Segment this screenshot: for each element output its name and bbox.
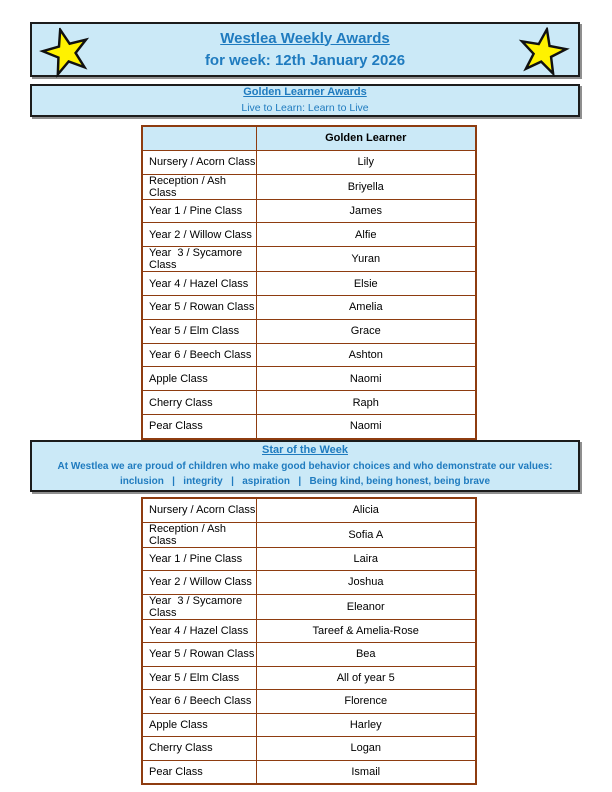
student-name: Ashton (256, 343, 476, 367)
student-name: Florence (256, 690, 476, 714)
student-name: Bea (256, 643, 476, 667)
star-of-week-banner (30, 440, 580, 492)
star-of-week-heading: Star of the Week (262, 444, 348, 457)
class-name: Apple Class (142, 713, 256, 737)
table-row (142, 643, 476, 667)
student-name: Sofia A (256, 522, 476, 547)
student-name: Raph (256, 391, 476, 415)
class-name: Year 4 / Hazel Class (142, 272, 256, 296)
star-of-week-table (141, 497, 477, 785)
page-title: Westlea Weekly Awards (220, 29, 390, 47)
star-icon (517, 27, 569, 76)
student-name: Naomi (256, 414, 476, 438)
table-row (142, 295, 476, 319)
table-row (142, 391, 476, 415)
star-of-week-description: At Westlea we are proud of children who make good behavior choices and who demonstrate our values: (57, 460, 553, 472)
table-row (142, 666, 476, 690)
class-name: Reception / Ash Class (142, 174, 256, 199)
empty-header-cell (142, 126, 256, 150)
student-name: All of year 5 (256, 666, 476, 690)
student-name: Tareef & Amelia-Rose (256, 619, 476, 643)
class-name: Year 3 / Sycamore Class (142, 594, 256, 619)
table-row (142, 690, 476, 714)
class-name: Year 5 / Rowan Class (142, 643, 256, 667)
class-name: Year 5 / Elm Class (142, 666, 256, 690)
star-icon (40, 27, 92, 76)
student-name: Lily (256, 150, 476, 174)
student-name: Naomi (256, 367, 476, 391)
class-name: Year 6 / Beech Class (142, 690, 256, 714)
page-subtitle: for week: 12th January 2026 (204, 51, 406, 69)
table-row (142, 498, 476, 522)
header-banner (30, 22, 580, 77)
student-name: Grace (256, 319, 476, 343)
table-row (142, 367, 476, 391)
table-row (142, 760, 476, 784)
class-name: Year 5 / Elm Class (142, 319, 256, 343)
student-name: James (256, 199, 476, 223)
table-row (142, 571, 476, 595)
table-row (142, 174, 476, 199)
class-name: Pear Class (142, 760, 256, 784)
table-row (142, 343, 476, 367)
table-row (142, 522, 476, 547)
student-name: Eleanor (256, 594, 476, 619)
student-name: Briyella (256, 174, 476, 199)
student-name: Ismail (256, 760, 476, 784)
class-name: Apple Class (142, 367, 256, 391)
student-name: Alfie (256, 223, 476, 247)
student-name: Logan (256, 737, 476, 761)
table-row (142, 223, 476, 247)
table-row (142, 594, 476, 619)
class-name: Nursery / Acorn Class (142, 150, 256, 174)
golden-learner-table (141, 125, 477, 440)
class-name: Year 3 / Sycamore Class (142, 247, 256, 272)
student-name: Alicia (256, 498, 476, 522)
table-row (142, 737, 476, 761)
class-name: Reception / Ash Class (142, 522, 256, 547)
student-name: Harley (256, 713, 476, 737)
class-name: Year 4 / Hazel Class (142, 619, 256, 643)
class-name: Cherry Class (142, 737, 256, 761)
table-row (142, 150, 476, 174)
table-header-row (142, 126, 476, 150)
golden-learner-motto: Live to Learn: Learn to Live (241, 101, 369, 114)
class-name: Year 1 / Pine Class (142, 199, 256, 223)
class-name: Year 5 / Rowan Class (142, 295, 256, 319)
student-name: Yuran (256, 247, 476, 272)
column-header: Golden Learner (256, 126, 476, 150)
table-row (142, 272, 476, 296)
student-name: Joshua (256, 571, 476, 595)
student-name: Amelia (256, 295, 476, 319)
golden-learner-banner (30, 84, 580, 117)
table-row (142, 247, 476, 272)
table-row (142, 199, 476, 223)
student-name: Elsie (256, 272, 476, 296)
class-name: Year 2 / Willow Class (142, 571, 256, 595)
class-name: Nursery / Acorn Class (142, 498, 256, 522)
table-row (142, 619, 476, 643)
student-name: Laira (256, 547, 476, 571)
class-name: Year 2 / Willow Class (142, 223, 256, 247)
class-name: Pear Class (142, 414, 256, 438)
table-row (142, 319, 476, 343)
class-name: Cherry Class (142, 391, 256, 415)
table-row (142, 547, 476, 571)
table-row (142, 414, 476, 438)
class-name: Year 6 / Beech Class (142, 343, 256, 367)
class-name: Year 1 / Pine Class (142, 547, 256, 571)
table-row (142, 713, 476, 737)
star-of-week-values: inclusion | integrity | aspiration | Being kind, being honest, being brave (119, 475, 491, 487)
golden-learner-heading: Golden Learner Awards (243, 86, 367, 99)
